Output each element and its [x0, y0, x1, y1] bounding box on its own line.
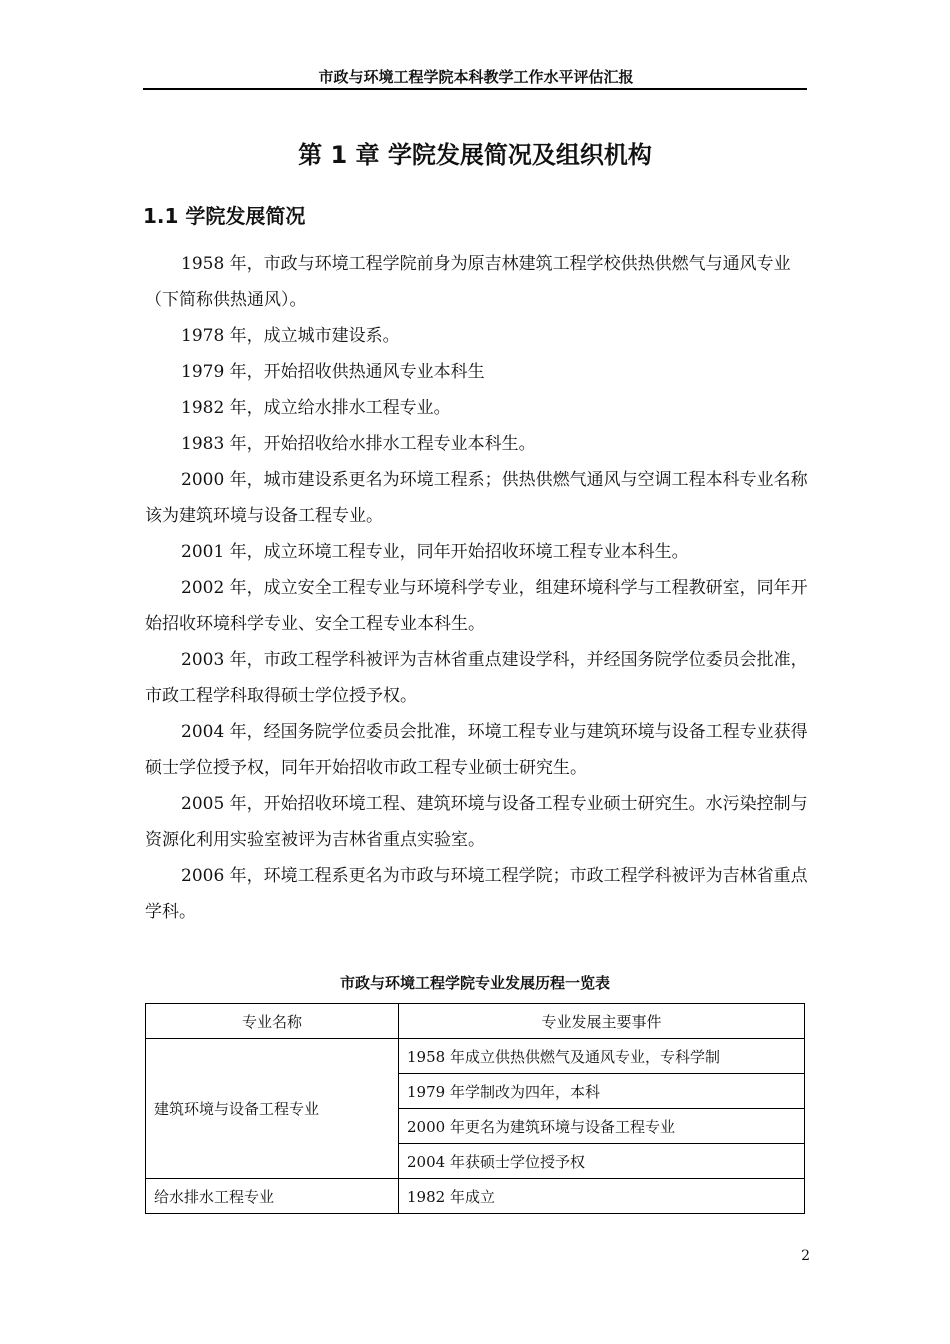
paragraph: 1978 年，成立城市建设系。	[181, 326, 400, 346]
paragraph: 2000 年，城市建设系更名为环境工程系；供热供燃气通风与空调工程本科专业名称该为建筑环境与设备工程专业。	[145, 470, 808, 526]
chapter-title: 第 1 章 学院发展简况及组织机构	[298, 141, 652, 169]
paragraph: 1982 年，成立给水排水工程专业。	[181, 398, 451, 418]
header-rule	[143, 88, 807, 90]
paragraph: 2003 年，市政工程学科被评为吉林省重点建设学科，并经国务院学位委员会批准，市政工程学科取得硕士学位授予权。	[145, 650, 808, 706]
paragraph: 1979 年，开始招收供热通风专业本科生	[181, 362, 485, 382]
event-cell: 1982 年成立	[399, 1179, 805, 1214]
paragraph: 2005 年，开始招收环境工程、建筑环境与设备工程专业硕士研究生。水污染控制与资源化利用实验室被评为吉林省重点实验室。	[145, 794, 808, 850]
table-title: 市政与环境工程学院专业发展历程一览表	[339, 974, 610, 992]
major-name-cell: 给水排水工程专业	[146, 1179, 399, 1214]
paragraph: 2004 年，经国务院学位委员会批准，环境工程专业与建筑环境与设备工程专业获得硕士学位授予权，同年开始招收市政工程专业硕士研究生。	[145, 722, 808, 778]
column-header-events: 专业发展主要事件	[399, 1004, 805, 1039]
event-cell: 2004 年获硕士学位授予权	[399, 1144, 805, 1179]
paragraph: 1983 年，开始招收给水排水工程专业本科生。	[181, 434, 536, 454]
column-header-major: 专业名称	[146, 1004, 399, 1039]
event-cell: 1958 年成立供热供燃气及通风专业，专科学制	[399, 1039, 805, 1074]
paragraph: 2002 年，成立安全工程专业与环境科学专业，组建环境科学与工程教研室，同年开始招收环境科学专业、安全工程专业本科生。	[145, 578, 808, 634]
event-cell: 1979 年学制改为四年，本科	[399, 1074, 805, 1109]
paragraph: 1958 年，市政与环境工程学院前身为原吉林建筑工程学校供热供燃气与通风专业（下简称供热通风）。	[145, 254, 791, 310]
table-header-row	[146, 1004, 805, 1039]
table-row	[146, 1039, 805, 1074]
major-name-cell: 建筑环境与设备工程专业	[146, 1039, 399, 1179]
section-title: 1.1 学院发展简况	[143, 204, 306, 228]
event-cell: 2000 年更名为建筑环境与设备工程专业	[399, 1109, 805, 1144]
table-row	[146, 1179, 805, 1214]
body-text	[145, 246, 811, 930]
page-header: 市政与环境工程学院本科教学工作水平评估汇报	[318, 68, 634, 86]
development-table	[145, 1003, 805, 1214]
paragraph: 2006 年，环境工程系更名为市政与环境工程学院；市政工程学科被评为吉林省重点学科。	[145, 866, 808, 922]
page-number: 2	[801, 1248, 810, 1264]
paragraph: 2001 年，成立环境工程专业，同年开始招收环境工程专业本科生。	[181, 542, 689, 562]
